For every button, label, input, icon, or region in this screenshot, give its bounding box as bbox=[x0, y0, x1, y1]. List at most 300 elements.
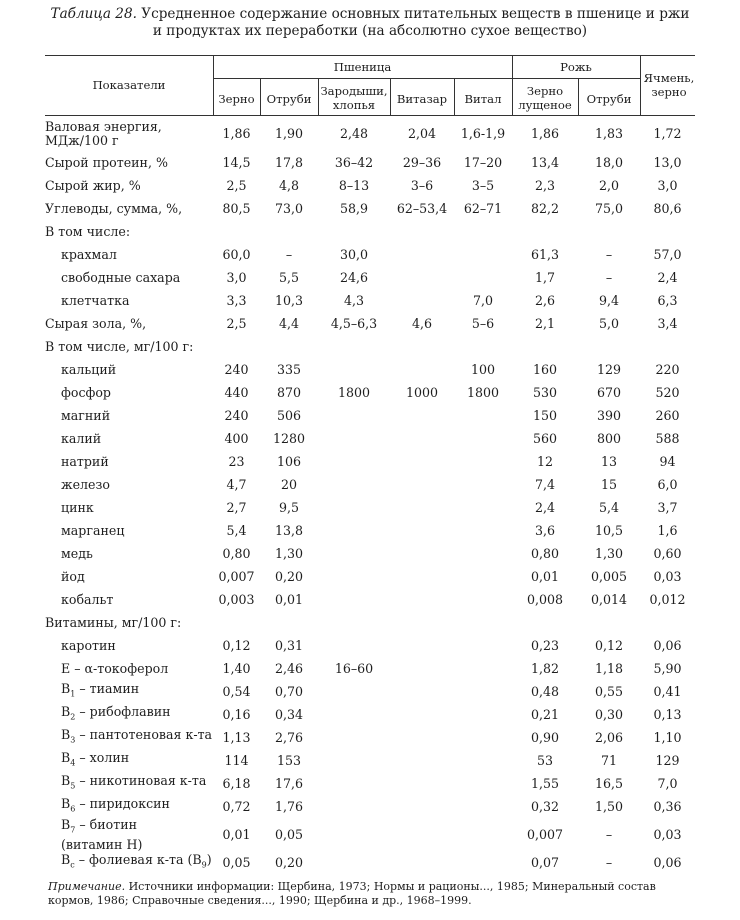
table-cell: 17–20 bbox=[463, 154, 503, 170]
label-part: – биотин bbox=[75, 817, 137, 832]
row-label-line2: МДж/100 г bbox=[45, 133, 119, 148]
table-cell: 60,0 bbox=[222, 246, 251, 262]
table-cell bbox=[454, 243, 512, 266]
row-label-text bbox=[61, 774, 213, 794]
table-cell: 220 bbox=[655, 361, 680, 377]
table-cell: 2,46 bbox=[274, 660, 304, 676]
table-cell bbox=[318, 450, 390, 473]
table-cell: 75,0 bbox=[594, 200, 624, 216]
table-cell: 0,06 bbox=[653, 637, 682, 653]
table-cell: 0,34 bbox=[274, 706, 304, 722]
table-cell: 10,3 bbox=[274, 292, 304, 308]
table-cell: 36–42 bbox=[334, 154, 374, 170]
header-rye: Рожь bbox=[560, 60, 592, 74]
table-cell: 58,9 bbox=[339, 200, 369, 216]
table-cell: 2,5 bbox=[226, 177, 247, 193]
table-cell: 1000 bbox=[405, 384, 439, 400]
table-row bbox=[45, 404, 695, 427]
label-part: В том числе, мг/100 г: bbox=[45, 338, 194, 354]
table-cell: 1,30 bbox=[594, 545, 624, 561]
table-cell: 0,01 bbox=[530, 568, 560, 584]
label-part: 5 bbox=[70, 781, 76, 791]
table-cell: 0,01 bbox=[274, 591, 304, 607]
table-cell bbox=[390, 680, 454, 703]
table-row bbox=[45, 565, 695, 588]
column-header: Витазар bbox=[396, 92, 448, 106]
table-row bbox=[45, 703, 695, 726]
label-part: В том числе: bbox=[45, 223, 131, 239]
row-label bbox=[45, 852, 213, 875]
label-part: – холин bbox=[75, 749, 130, 765]
table-cell bbox=[390, 772, 454, 795]
row-label-text bbox=[45, 156, 213, 170]
table-cell: 2,04 bbox=[407, 126, 437, 141]
table-cell: 0,32 bbox=[530, 798, 560, 814]
table-cell: 0,60 bbox=[653, 545, 682, 561]
table-cell: 80,5 bbox=[222, 200, 251, 216]
table-cell: 18,0 bbox=[594, 154, 624, 170]
column-header-line2: лущеное bbox=[518, 98, 572, 112]
row-label bbox=[45, 312, 213, 335]
table-cell: 1,18 bbox=[594, 660, 624, 676]
table-cell: 1,40 bbox=[222, 660, 251, 676]
table-cell: 9,5 bbox=[278, 499, 300, 515]
table-row bbox=[45, 852, 695, 875]
column-header bbox=[512, 84, 578, 112]
table-cell: 5,90 bbox=[653, 660, 682, 676]
table-cell: 0,03 bbox=[653, 826, 682, 842]
table-cell bbox=[318, 519, 390, 542]
table-cell: 0,36 bbox=[653, 798, 682, 814]
row-label-text bbox=[61, 818, 213, 838]
table-cell: 3,6 bbox=[534, 522, 556, 538]
table-cell: – bbox=[285, 246, 293, 262]
label-part: Е – α-токоферол bbox=[61, 660, 169, 676]
table-cell: 2,3 bbox=[534, 177, 556, 193]
row-label bbox=[45, 427, 213, 450]
table-cell: 870 bbox=[276, 384, 302, 400]
row-label bbox=[45, 473, 213, 496]
table-cell: 1800 bbox=[466, 384, 500, 400]
table-cell: 1,86 bbox=[222, 126, 251, 141]
table-cell: 2,5 bbox=[226, 315, 247, 331]
label-part: Сырая зола, %, bbox=[45, 315, 147, 331]
table-cell: 8–13 bbox=[338, 177, 370, 193]
label-part: 7 bbox=[70, 825, 76, 835]
table-cell bbox=[454, 427, 512, 450]
table-cell: 1,50 bbox=[594, 798, 624, 814]
table-cell: 150 bbox=[532, 407, 558, 423]
table-cell: 4,3 bbox=[343, 292, 365, 308]
table-row bbox=[45, 197, 695, 220]
table-cell bbox=[390, 588, 454, 611]
row-label-text bbox=[45, 202, 213, 216]
table-row bbox=[45, 381, 695, 404]
table-cell: 2,4 bbox=[534, 499, 556, 515]
table-cell: 61,3 bbox=[530, 246, 560, 262]
table-cell bbox=[454, 818, 512, 852]
row-label-text bbox=[61, 547, 213, 561]
label-part: c bbox=[70, 860, 75, 870]
table-cell: 100 bbox=[470, 361, 496, 377]
table-cell: 0,30 bbox=[594, 706, 624, 722]
label-part: – пантотеновая к-та bbox=[75, 726, 213, 742]
table-cell bbox=[454, 795, 512, 818]
table-cell bbox=[390, 703, 454, 726]
table-caption bbox=[0, 6, 740, 40]
table-row bbox=[45, 220, 695, 243]
table-cell bbox=[512, 220, 578, 243]
label-part: кальций bbox=[61, 361, 117, 377]
table-cell bbox=[390, 220, 454, 243]
table-cell bbox=[390, 749, 454, 772]
label-part: марганец bbox=[61, 522, 125, 538]
table-cell: 4,4 bbox=[278, 315, 300, 331]
table-cell: 1,86 bbox=[530, 126, 560, 141]
table-row bbox=[45, 634, 695, 657]
row-label bbox=[45, 818, 213, 852]
row-label bbox=[45, 335, 213, 358]
table-cell: 2,7 bbox=[226, 499, 247, 515]
row-label bbox=[45, 772, 213, 795]
table-cell: 0,05 bbox=[222, 855, 251, 871]
row-label bbox=[45, 404, 213, 427]
label-part: медь bbox=[61, 545, 93, 561]
table-row bbox=[45, 657, 695, 680]
table-cell bbox=[454, 634, 512, 657]
table-cell bbox=[318, 749, 390, 772]
row-label-text bbox=[61, 639, 213, 653]
table-cell: 0,41 bbox=[653, 683, 682, 699]
table-cell: 0,16 bbox=[222, 706, 251, 722]
table-cell: 1,13 bbox=[222, 729, 251, 745]
table-row bbox=[45, 174, 695, 197]
table-body bbox=[45, 117, 695, 875]
table-cell bbox=[318, 772, 390, 795]
row-label-text bbox=[61, 455, 213, 469]
row-label bbox=[45, 243, 213, 266]
table-cell: 0,31 bbox=[274, 637, 304, 653]
table-cell bbox=[390, 496, 454, 519]
table-row bbox=[45, 117, 695, 151]
table-cell: 9,4 bbox=[598, 292, 620, 308]
label-part: – пиридоксин bbox=[75, 795, 170, 811]
table-cell bbox=[512, 611, 578, 634]
table-cell: 4,8 bbox=[278, 177, 300, 193]
table-cell bbox=[454, 404, 512, 427]
top-rule bbox=[45, 55, 695, 56]
table-cell: 62–53,4 bbox=[396, 200, 448, 216]
label-part: йод bbox=[61, 568, 85, 584]
table-cell: 1,90 bbox=[274, 126, 304, 141]
table-cell: 29–36 bbox=[402, 154, 442, 170]
row-label bbox=[45, 703, 213, 726]
label-part: Валовая энергия, bbox=[45, 119, 162, 134]
table-cell: 17,6 bbox=[274, 775, 304, 791]
table-cell: 4,6 bbox=[411, 315, 433, 331]
table-cell: 0,012 bbox=[649, 591, 686, 607]
row-label-text bbox=[61, 751, 213, 771]
row-label-text bbox=[61, 294, 213, 308]
table-cell bbox=[390, 289, 454, 312]
row-label bbox=[45, 450, 213, 473]
table-cell: 30,0 bbox=[339, 246, 369, 262]
table-cell bbox=[390, 473, 454, 496]
table-cell: 2,6 bbox=[534, 292, 556, 308]
table-cell: 1800 bbox=[337, 384, 371, 400]
table-cell: 106 bbox=[276, 453, 302, 469]
label-part: 1 bbox=[70, 689, 76, 699]
table-cell: 1,82 bbox=[530, 660, 560, 676]
table-cell: 0,54 bbox=[222, 683, 251, 699]
label-part: свободные сахара bbox=[61, 269, 181, 285]
row-label bbox=[45, 542, 213, 565]
table-cell: 94 bbox=[659, 453, 676, 469]
table-row bbox=[45, 243, 695, 266]
table-cell bbox=[318, 220, 390, 243]
table-cell: 57,0 bbox=[653, 246, 682, 262]
label-part: Сырой жир, % bbox=[45, 177, 141, 193]
table-cell: 0,06 bbox=[653, 855, 682, 871]
table-cell: 0,90 bbox=[530, 729, 560, 745]
caption-line-1: Усредненное содержание основных питательных веществ в пшенице и ржи bbox=[136, 6, 690, 22]
row-label-text bbox=[61, 682, 213, 702]
table-cell bbox=[640, 611, 695, 634]
label-part: Витамины, мг/100 г: bbox=[45, 614, 182, 630]
table-cell: 520 bbox=[655, 384, 680, 400]
header-bottom-rule bbox=[45, 115, 695, 116]
label-part: 6 bbox=[70, 804, 76, 814]
table-cell: 13 bbox=[600, 453, 618, 469]
header-barley-line1: Ячмень, bbox=[643, 71, 695, 85]
table-cell: 3,3 bbox=[226, 292, 247, 308]
row-label-text bbox=[61, 386, 213, 400]
column-header: Зерно bbox=[218, 92, 255, 106]
caption-label: Таблица 28. bbox=[50, 6, 137, 22]
row-label-text bbox=[45, 225, 213, 239]
table-cell: 73,0 bbox=[274, 200, 304, 216]
table-cell bbox=[318, 795, 390, 818]
column-header-line2: хлопья bbox=[332, 98, 376, 112]
table-cell bbox=[512, 335, 578, 358]
table-cell bbox=[454, 611, 512, 634]
row-label-text bbox=[61, 248, 213, 262]
table-cell: 6,3 bbox=[657, 292, 678, 308]
table-cell bbox=[318, 542, 390, 565]
table-cell: 3–6 bbox=[410, 177, 434, 193]
table-row bbox=[45, 611, 695, 634]
row-label bbox=[45, 151, 213, 174]
row-label-text bbox=[61, 570, 213, 584]
table-cell: 1,72 bbox=[653, 126, 682, 141]
label-part: В bbox=[61, 817, 71, 832]
table-cell bbox=[454, 220, 512, 243]
table-cell bbox=[454, 266, 512, 289]
row-label-text bbox=[45, 179, 213, 193]
table-cell: 2,06 bbox=[594, 729, 624, 745]
label-part: – рибофлавин bbox=[75, 703, 171, 719]
label-part: натрий bbox=[61, 453, 109, 469]
row-label bbox=[45, 565, 213, 588]
table-cell: 13,0 bbox=[653, 154, 682, 170]
row-label bbox=[45, 174, 213, 197]
table-cell: 3,4 bbox=[657, 315, 678, 331]
table-cell: 0,07 bbox=[530, 855, 560, 871]
table-cell bbox=[260, 335, 318, 358]
table-cell: 0,23 bbox=[530, 637, 560, 653]
table-cell bbox=[390, 266, 454, 289]
row-label-text bbox=[61, 478, 213, 492]
row-label-text bbox=[61, 501, 213, 515]
table-cell: 1,6 bbox=[657, 522, 678, 538]
table-cell: 390 bbox=[596, 407, 622, 423]
table-cell bbox=[390, 404, 454, 427]
table-cell: 23 bbox=[228, 453, 245, 469]
row-label-text bbox=[61, 363, 213, 377]
table-cell bbox=[578, 335, 640, 358]
table-cell bbox=[260, 611, 318, 634]
row-label-text bbox=[61, 593, 213, 607]
label-part: – никотиновая к-та bbox=[75, 772, 207, 788]
row-label bbox=[45, 657, 213, 680]
table-cell: 1,7 bbox=[534, 269, 556, 285]
table-cell bbox=[213, 611, 260, 634]
table-cell bbox=[390, 657, 454, 680]
table-cell bbox=[390, 565, 454, 588]
table-cell bbox=[390, 611, 454, 634]
row-label bbox=[45, 634, 213, 657]
table-cell: 506 bbox=[276, 407, 302, 423]
table-row bbox=[45, 749, 695, 772]
table-cell bbox=[390, 243, 454, 266]
table-cell bbox=[390, 358, 454, 381]
label-part: железо bbox=[61, 476, 110, 492]
table-cell: 71 bbox=[600, 752, 618, 768]
table-cell: 13,4 bbox=[530, 154, 560, 170]
header-barley-line2: зерно bbox=[651, 85, 687, 99]
table-cell: 2,1 bbox=[534, 315, 556, 331]
table-cell bbox=[454, 473, 512, 496]
label-part: – тиамин bbox=[75, 680, 140, 696]
table-cell: 114 bbox=[224, 752, 249, 768]
table-cell: 160 bbox=[532, 361, 558, 377]
table-cell: 5–6 bbox=[471, 315, 495, 331]
table-cell: 10,5 bbox=[594, 522, 624, 538]
table-cell: 24,6 bbox=[339, 269, 369, 285]
table-cell bbox=[454, 542, 512, 565]
row-label-line2: (витамин Н) bbox=[61, 836, 143, 852]
table-cell: 53 bbox=[536, 752, 554, 768]
table-cell: 0,21 bbox=[530, 706, 560, 722]
label-part: 9 bbox=[201, 860, 207, 870]
table-cell: 530 bbox=[532, 384, 558, 400]
label-part: В bbox=[61, 703, 71, 719]
table-cell: 0,01 bbox=[222, 826, 251, 842]
table-cell: 670 bbox=[596, 384, 622, 400]
table-row bbox=[45, 427, 695, 450]
label-part: В bbox=[61, 772, 71, 788]
row-label-text bbox=[45, 317, 213, 331]
table-cell: 16,5 bbox=[594, 775, 624, 791]
table-cell: 3,0 bbox=[657, 177, 678, 193]
table-row bbox=[45, 496, 695, 519]
table-cell: – bbox=[605, 246, 613, 262]
table-cell bbox=[390, 795, 454, 818]
row-label bbox=[45, 358, 213, 381]
table-row bbox=[45, 266, 695, 289]
table-cell bbox=[318, 703, 390, 726]
table-cell: 240 bbox=[224, 361, 249, 377]
row-label-text bbox=[61, 662, 213, 676]
table-cell bbox=[390, 427, 454, 450]
row-label bbox=[45, 117, 213, 151]
table-cell bbox=[640, 335, 695, 358]
note-text: Источники информации: Щербина, 1973; Нормы и рационы..., 1985; Минеральный состав кормов, 1986; Справочные сведения..., 1990; Щербина и др., 1968–1999. bbox=[48, 880, 656, 907]
table-cell: 0,20 bbox=[274, 855, 304, 871]
table-cell: 0,05 bbox=[274, 826, 304, 842]
row-label bbox=[45, 496, 213, 519]
table-cell bbox=[454, 726, 512, 749]
table-cell: 0,70 bbox=[274, 683, 304, 699]
table-cell bbox=[390, 519, 454, 542]
table-cell: 0,72 bbox=[222, 798, 251, 814]
table-cell: 2,4 bbox=[657, 269, 678, 285]
row-label bbox=[45, 381, 213, 404]
table-cell bbox=[578, 611, 640, 634]
table-row bbox=[45, 335, 695, 358]
table-cell bbox=[454, 335, 512, 358]
table-cell bbox=[318, 634, 390, 657]
column-header: Витал bbox=[464, 92, 502, 106]
table-cell bbox=[454, 496, 512, 519]
table-cell: 560 bbox=[532, 430, 558, 446]
table-row bbox=[45, 588, 695, 611]
table-cell bbox=[454, 588, 512, 611]
table-cell bbox=[318, 496, 390, 519]
label-part: – фолиевая к-та (В bbox=[74, 852, 202, 868]
table-cell: 0,03 bbox=[653, 568, 682, 584]
table-cell: 82,2 bbox=[530, 200, 560, 216]
table-cell: 20 bbox=[280, 476, 298, 492]
table-row bbox=[45, 726, 695, 749]
header-indicators: Показатели bbox=[92, 78, 166, 92]
table-cell: 0,008 bbox=[526, 591, 564, 607]
table-cell: 0,005 bbox=[590, 568, 628, 584]
table-cell: 3,0 bbox=[226, 269, 247, 285]
label-part: каротин bbox=[61, 637, 116, 653]
table-cell bbox=[213, 220, 260, 243]
row-label bbox=[45, 588, 213, 611]
table-cell: 5,4 bbox=[598, 499, 620, 515]
table-cell bbox=[318, 680, 390, 703]
note-label: Примечание. bbox=[48, 880, 126, 893]
table-cell bbox=[318, 473, 390, 496]
table-cell bbox=[318, 818, 390, 852]
nutrient-table bbox=[45, 117, 695, 875]
row-label bbox=[45, 680, 213, 703]
row-label-text bbox=[61, 853, 213, 873]
row-label bbox=[45, 611, 213, 634]
header-barley bbox=[640, 71, 698, 99]
table-row bbox=[45, 151, 695, 174]
table-cell: 260 bbox=[655, 407, 680, 423]
table-row bbox=[45, 818, 695, 852]
table-cell: 2,76 bbox=[274, 729, 304, 745]
table-cell: 16–60 bbox=[334, 660, 374, 676]
label-part: магний bbox=[61, 407, 111, 423]
table-cell: 0,014 bbox=[590, 591, 628, 607]
table-cell bbox=[318, 335, 390, 358]
